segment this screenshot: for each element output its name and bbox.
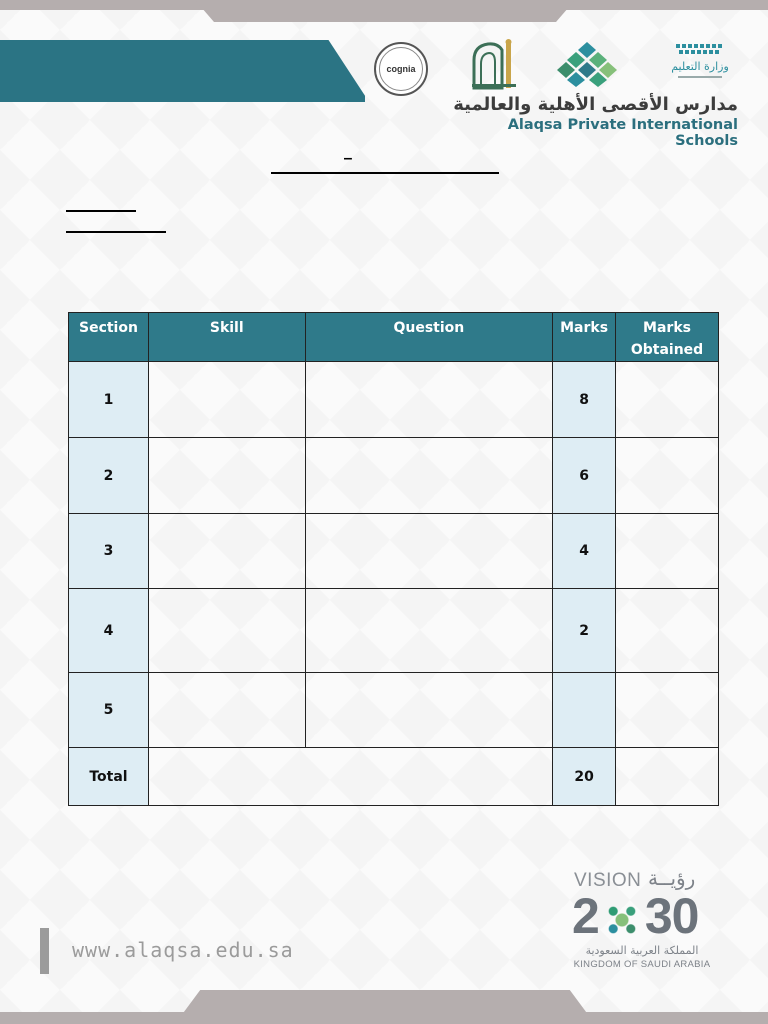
- marks-obtained-cell[interactable]: [616, 438, 719, 514]
- skill-cell[interactable]: [148, 362, 305, 438]
- header-teal-banner: [0, 40, 365, 102]
- ministry-education-book-icon: [556, 40, 618, 88]
- title-dash: –: [343, 150, 353, 167]
- table-row: [69, 514, 719, 589]
- question-cell[interactable]: [305, 514, 553, 589]
- vision-year-right: 30: [644, 888, 699, 944]
- kingdom-name-arabic: المملكة العربية السعودية: [585, 944, 699, 957]
- alaqsa-school-emblem-icon: [468, 38, 518, 90]
- title-underline: [271, 172, 499, 174]
- question-cell[interactable]: [305, 673, 553, 748]
- question-cell[interactable]: [305, 362, 553, 438]
- vision-year: [572, 888, 698, 944]
- name-field-underline: [66, 210, 136, 212]
- section-number: 3: [69, 514, 149, 589]
- question-cell[interactable]: [305, 438, 553, 514]
- skill-cell[interactable]: [148, 514, 305, 589]
- section-number: 1: [69, 362, 149, 438]
- total-row: [69, 748, 719, 806]
- vision-year-left: 2: [572, 888, 599, 944]
- vision-word: VISION: [574, 870, 642, 891]
- vision-2030-logo: [572, 866, 718, 972]
- cognia-logo-text: cognia: [386, 64, 416, 74]
- marks-value: [553, 673, 616, 748]
- question-cell[interactable]: [305, 589, 553, 673]
- skill-cell[interactable]: [148, 589, 305, 673]
- table-row: [69, 362, 719, 438]
- marks-obtained-cell[interactable]: [616, 514, 719, 589]
- skill-cell[interactable]: [148, 438, 305, 514]
- kingdom-name-english: KINGDOM OF SAUDI ARABIA: [573, 959, 711, 970]
- marks-value: 2: [553, 589, 616, 673]
- marks-obtained-cell[interactable]: [616, 673, 719, 748]
- vision-palm-emblem-icon: [600, 898, 644, 942]
- total-label: Total: [69, 748, 149, 806]
- top-frame-notch: [195, 0, 575, 22]
- marks-obtained-cell[interactable]: [616, 362, 719, 438]
- column-header-marks-obtained: Marks Obtained: [616, 313, 719, 362]
- class-field-underline: [66, 231, 166, 233]
- table-row: [69, 673, 719, 748]
- table-row: [69, 589, 719, 673]
- skill-cell[interactable]: [148, 673, 305, 748]
- website-url[interactable]: www.alaqsa.edu.sa: [72, 938, 294, 962]
- section-number: 4: [69, 589, 149, 673]
- school-name-english: Alaqsa Private International Schools: [507, 117, 738, 149]
- table-row: [69, 438, 719, 514]
- total-marks-obtained-cell[interactable]: [616, 748, 719, 806]
- column-header-section: Section: [69, 313, 149, 362]
- table-header-row: [69, 313, 719, 362]
- column-header-question: Question: [305, 313, 553, 362]
- vision-arabic-word: رؤيــة: [648, 866, 696, 890]
- cognia-ring: [379, 47, 423, 91]
- total-spacer-cell: [148, 748, 552, 806]
- footer-accent-bar: [40, 928, 49, 974]
- section-number: 5: [69, 673, 149, 748]
- cognia-accreditation-logo: [374, 42, 428, 96]
- column-header-skill: Skill: [148, 313, 305, 362]
- marks-table: [68, 312, 719, 806]
- column-header-marks: Marks: [553, 313, 616, 362]
- moe-logo-text: وزارة التعليم: [671, 60, 729, 73]
- total-marks-value: 20: [553, 748, 616, 806]
- marks-value: 8: [553, 362, 616, 438]
- marks-value: 6: [553, 438, 616, 514]
- marks-obtained-cell[interactable]: [616, 589, 719, 673]
- section-number: 2: [69, 438, 149, 514]
- ministry-education-logo-icon: [668, 42, 732, 84]
- bottom-frame-notch: [175, 990, 595, 1024]
- school-name-arabic: مدارس الأقصى الأهلية والعالمية: [453, 94, 738, 115]
- marks-value: 4: [553, 514, 616, 589]
